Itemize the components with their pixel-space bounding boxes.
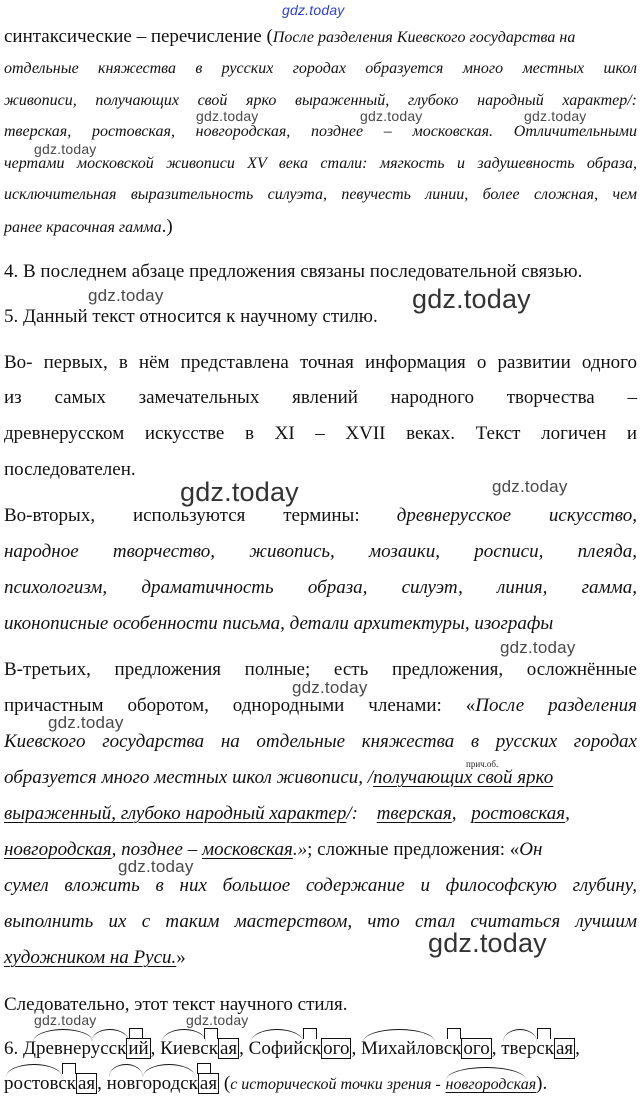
second-line-4: иконописные особенности письма, детали архитектуры, изографы (4, 613, 554, 634)
watermark: gdz.today (34, 141, 97, 157)
item-4: 4. В последнем абзаце предложения связаны последовательной связью. (4, 261, 583, 282)
first-line-4: последователен. (4, 459, 136, 480)
word-kievsk: Киевск ая (160, 1038, 239, 1060)
suffix-mark (204, 1028, 218, 1039)
root-arc (363, 1029, 435, 1042)
suffix-mark (197, 1063, 211, 1074)
watermark: gdz.today (186, 1012, 249, 1028)
second-line-3: психологизм, драматичность образа, силуэт, линия, гамма, (4, 577, 637, 598)
third-line-1: В-третьих, предложения полные; есть предложения, осложнённые (4, 659, 637, 680)
second-line-2: народное творчество, живопись, мозаики, росписи, плеяда, (4, 541, 637, 562)
p1-line-5: чертами московской живописи XV века стали: мягкость и задушевность образа, (4, 155, 637, 172)
word-mikhaylovsk: Михайловск ого (361, 1038, 492, 1060)
suffix-mark (129, 1028, 143, 1039)
watermark: gdz.today (48, 713, 124, 732)
watermark: gdz.today (118, 857, 194, 876)
item-6-line-1: 6. Древнерусск ий , Киевск ая , Софийск ого , Михайловск ого , тверск ая , (4, 1038, 637, 1060)
p1-line-6: исключительная выразительность силуэта, певучесть линии, более сложная, чем (4, 186, 637, 203)
first-line-3: древнерусском искусстве в XI – XVII веках. Текст логичен и (4, 423, 637, 444)
third-line-8: выполнить их с таким мастерством, что стал считаться лучшим (4, 911, 637, 932)
suffix-mark (537, 1028, 551, 1039)
word-novgorodsk-historic: новгородская (446, 1076, 537, 1094)
watermark: gdz.today (196, 108, 259, 124)
root-arc (33, 1029, 93, 1042)
third-line-7: сумел вложить в них большое содержание и философскую глубину, (4, 875, 637, 896)
third-line-6: новгородская, позднее – московская.»; сложные предложения: «Он (4, 839, 543, 860)
word-rostovsk: ростовск ая (4, 1073, 97, 1095)
word-drevnerussk: Древнерусск ий (23, 1038, 151, 1060)
root-arc (6, 1064, 62, 1077)
first-line-2: из самых замечательных явлений народного творчества – (4, 387, 637, 408)
watermark: gdz.today (360, 108, 423, 124)
root-arc (503, 1029, 537, 1042)
suffix-mark (303, 1028, 317, 1039)
watermark: gdz.today (34, 1012, 97, 1028)
watermark: gdz.today (412, 284, 531, 314)
p1-line-7: ранее красочная гамма.) (4, 216, 173, 237)
watermark: gdz.today (282, 2, 345, 18)
root-arc (143, 1064, 195, 1077)
third-line-3: Киевского государства на отдельные княжества в русских городах (4, 731, 637, 752)
third-line-2: причастным оборотом, однородными членами: «После разделения (4, 695, 637, 716)
root-arc (91, 1029, 129, 1042)
conclusion: Следовательно, этот текст научного стиля. (4, 994, 348, 1015)
second-line-1: Во-вторых, используются термины: древнерусское искусство, (4, 505, 638, 526)
watermark: gdz.today (88, 286, 164, 305)
root-arc (109, 1064, 143, 1077)
root-arc (251, 1029, 303, 1042)
p1-line-2: отдельные княжества в русских городах образуется много местных школ (4, 60, 637, 77)
word-novgorodsk: новгородск ая (107, 1073, 219, 1095)
third-line-9: художником на Руси.» (4, 947, 186, 968)
item-5: 5. Данный текст относится к научному стилю. (4, 306, 378, 327)
suffix-mark (62, 1063, 76, 1074)
third-line-5: выраженный, глубоко народный характер/: тверская, ростовская, (4, 803, 570, 824)
suffix-mark (447, 1028, 461, 1039)
watermark: gdz.today (500, 638, 576, 657)
watermark: gdz.today (524, 108, 587, 124)
item-6-line-2: ростовск ая , новгородск ая (с исторической точки зрения - новгородская). (4, 1073, 637, 1095)
root-arc (446, 1067, 526, 1080)
watermark: gdz.today (428, 928, 547, 958)
participle-note: прич.об. (466, 759, 499, 769)
word-sofiysk: Софийск ого (249, 1038, 352, 1060)
p1-line-1: синтаксические – перечисление (После разделения Киевского государства на (4, 26, 576, 47)
first-line-1: Во- первых, в нём представлена точная информация о развитии одного (4, 352, 637, 373)
watermark: gdz.today (492, 477, 568, 496)
watermark: gdz.today (180, 477, 299, 507)
p1-line-4: тверская, ростовская, новгородская, позднее – московская. Отличительными (4, 123, 637, 140)
third-line-4: образуется много местных школ живописи, /получающих свой ярко (4, 767, 554, 788)
root-arc (162, 1029, 206, 1042)
p1-line-3: живописи, получающих свой ярко выраженный, глубоко народный характер/: (4, 92, 637, 109)
watermark: gdz.today (292, 678, 368, 697)
word-tversk: тверск ая (501, 1038, 575, 1060)
